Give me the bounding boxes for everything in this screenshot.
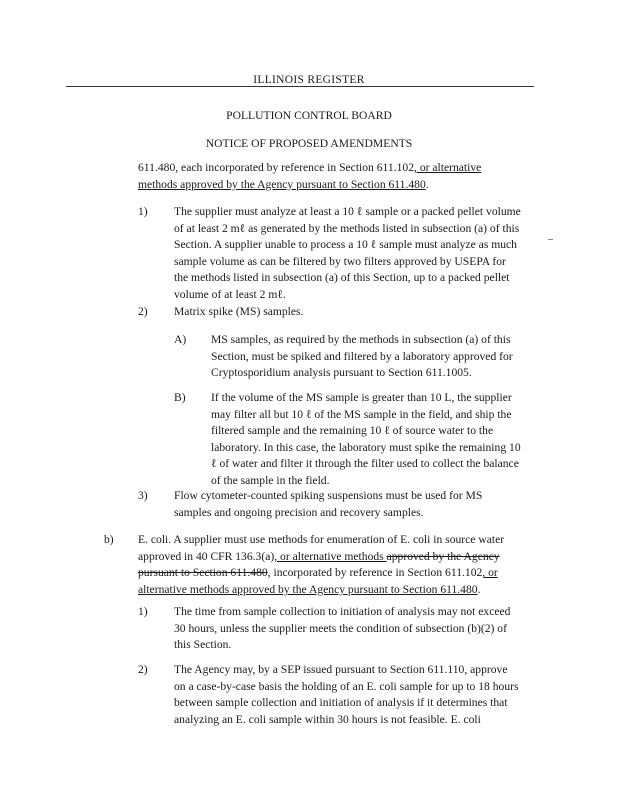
section-b-line: pursuant to Section 611.480, incorporated by reference in Section 611.102, or xyxy=(138,566,498,580)
register-title: ILLINOIS REGISTER xyxy=(0,72,618,89)
item-3-text xyxy=(174,488,546,521)
item-B-line: ℓ of water and filter it through the filter used to collect the balance xyxy=(211,457,519,471)
item-1-label: 1) xyxy=(138,205,148,218)
item-1-line: The supplier must analyze at least a 10 ℓ sample or a packed pellet volume xyxy=(174,205,521,218)
item-3-line: Flow cytometer-counted spiking suspensions must be used for MS xyxy=(174,489,483,502)
b1-text xyxy=(174,604,546,654)
b2-line: The Agency may, by a SEP issued pursuant to Section 611.110, approve xyxy=(174,663,508,676)
item-A-line: Cryptosporidium analysis pursuant to Section 611.1005. xyxy=(211,366,472,380)
b2-line: between sample collection and initiation of analysis if it determines that xyxy=(174,696,508,710)
section-b-line: alternative methods approved by the Agency pursuant to Section 611.480. xyxy=(138,582,481,596)
item-3-label: 3) xyxy=(138,489,148,502)
item-A-label: A) xyxy=(174,333,187,346)
item-1-line: volume of at least 2 mℓ. xyxy=(174,287,286,301)
item-A-line: Section, must be spiked and filtered by a laboratory approved for xyxy=(211,349,513,363)
item-B-line: may filter all but 10 ℓ of the MS sample in the field, and ship the xyxy=(211,407,512,421)
b1-label: 1) xyxy=(138,605,148,618)
section-b-line: E. coli. A supplier must use methods for enumeration of E. coli in source water xyxy=(138,533,505,546)
b1-line: this Section. xyxy=(174,638,232,652)
margin-mark: – xyxy=(548,234,553,245)
item-A-text xyxy=(211,332,547,382)
section-b-text xyxy=(138,532,558,598)
item-B-text xyxy=(211,390,547,490)
notice-title: NOTICE OF PROPOSED AMENDMENTS xyxy=(205,137,413,150)
item-B-line: laboratory. In this case, the laboratory must spike the remaining 10 xyxy=(211,440,521,454)
section-b-label: b) xyxy=(104,533,114,546)
b1-line: The time from sample collection to initiation of analysis may not exceed xyxy=(174,605,511,618)
item-A-line: MS samples, as required by the methods in subsection (a) of this xyxy=(211,333,511,346)
b1-line: 30 hours, unless the supplier meets the condition of subsection (b)(2) of xyxy=(174,621,507,635)
item-1-line: sample volume as can be filtered by two filters approved by USEPA for xyxy=(174,254,506,268)
b2-line: on a case-by-case basis the holding of an E. coli sample for up to 18 hours xyxy=(174,679,519,693)
item-B-line: filtered sample and the remaining 10 ℓ of source water to the xyxy=(211,424,494,438)
b2-text xyxy=(174,662,546,728)
intro-line-1: 611.480, each incorporated by reference in Section 611.102, or alternative xyxy=(138,161,482,174)
board-title: POLLUTION CONTROL BOARD xyxy=(226,109,392,122)
item-B-label: B) xyxy=(174,391,186,404)
item-3-line: samples and ongoing precision and recovery samples. xyxy=(174,505,424,519)
item-B-line: If the volume of the MS sample is greater than 10 L, the supplier xyxy=(211,391,512,404)
item-1-line: of at least 2 mℓ as generated by the methods listed in subsection (a) of this xyxy=(174,221,520,235)
item-2-text: Matrix spike (MS) samples. xyxy=(174,305,304,318)
b2-label: 2) xyxy=(138,663,148,676)
intro-paragraph xyxy=(138,160,578,193)
section-b-line: approved in 40 CFR 136.3(a), or alternative methods approved by the Agency xyxy=(138,549,500,563)
intro-line-2: methods approved by the Agency pursuant to Section 611.480. xyxy=(138,177,429,191)
item-1-text xyxy=(174,204,546,304)
item-B-line: of the sample in the field. xyxy=(211,473,330,487)
item-1-line: the methods listed in subsection (a) of this Section, up to a packed pellet xyxy=(174,271,510,285)
b2-line: analyzing an E. coli sample within 30 hours is not feasible. E. coli xyxy=(174,712,481,726)
item-2-label: 2) xyxy=(138,305,148,318)
item-1-line: Section. A supplier unable to process a 10 ℓ sample must analyze as much xyxy=(174,238,517,252)
